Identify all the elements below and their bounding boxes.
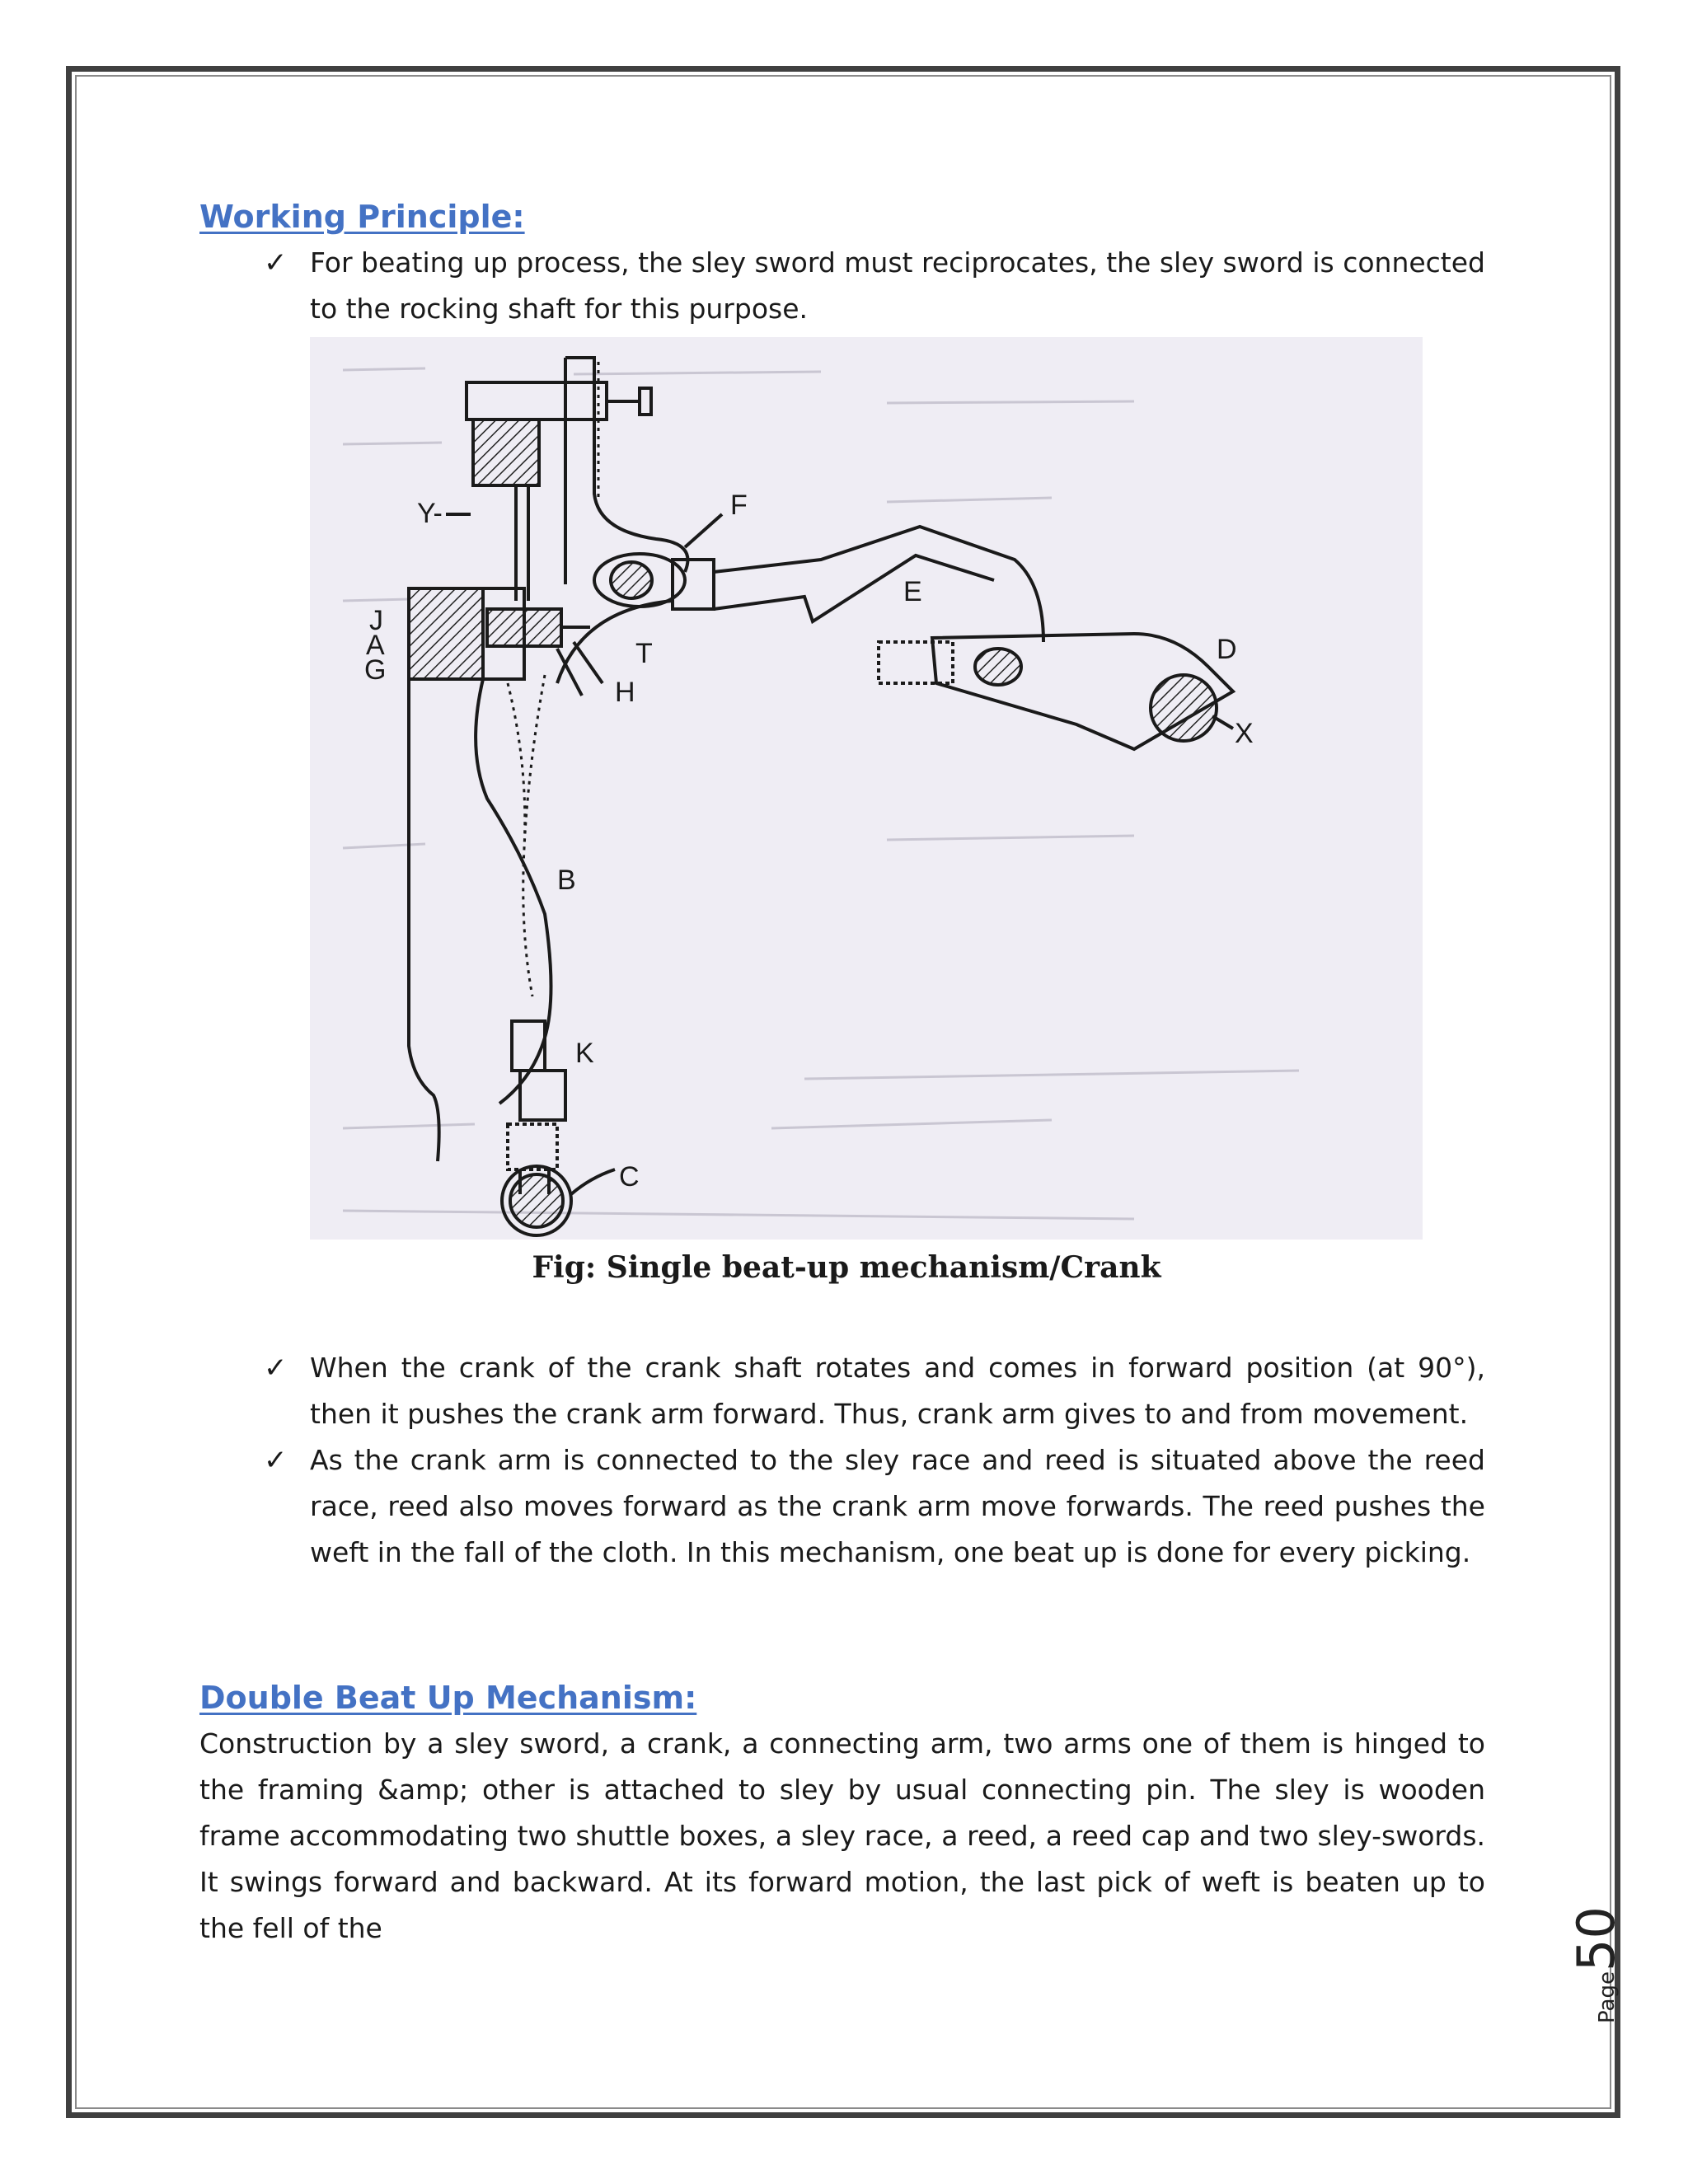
double-beat-up-paragraph: Construction by a sley sword, a crank, a connecting arm, two arms one of them is hinged to the framing &amp; other is attached to sley by usual connecting pin. The sley is wooden frame accommodating two shuttle boxes, a sley race, a reed, a reed cap and two sley-swords. It swings forward and backward. At its forward motion, the last pick of weft is beaten up to the fell of the (199, 1727, 1485, 1944)
checkmark-icon: ✓ (264, 1444, 288, 1477)
reed-cap-block (473, 419, 539, 485)
label-g: G (364, 654, 387, 686)
mechanism-drawing (409, 358, 1233, 1235)
list-item: ✓ For beating up process, the sley sword must reciprocates, the sley sword is connected to the rocking shaft for this purpose. (199, 240, 1485, 332)
list-item: ✓ As the crank arm is connected to the sley race and reed is situated above the reed race, reed also moves forward as the crank arm move forwards. The reed pushes the weft in the fall of the cloth. In this mechanism, one beat up is done for every picking. (199, 1437, 1485, 1576)
label-y: Y- (417, 498, 443, 529)
double-beat-up-heading: Double Beat Up Mechanism: (199, 1680, 697, 1716)
document-content (199, 194, 1485, 1952)
sley-block (409, 588, 483, 679)
label-a: A (366, 630, 385, 661)
page-number-value: 50 (1566, 1906, 1626, 1972)
mechanism-figure (310, 337, 1423, 1240)
label-d: D (1217, 634, 1237, 665)
crank-arm-pin (487, 609, 561, 646)
mechanism-explanation-list (199, 1345, 1485, 1576)
label-b: B (557, 865, 576, 896)
top-clamp (467, 382, 607, 419)
label-e: E (903, 576, 922, 607)
working-principle-heading: Working Principle: (199, 199, 525, 235)
label-f: F (730, 490, 748, 521)
label-c: C (619, 1161, 640, 1193)
checkmark-icon: ✓ (264, 1352, 288, 1385)
list-item: ✓ When the crank of the crank shaft rotates and comes in forward position (at 90°), then it pushes the crank arm forward. Thus, crank arm gives to and from movement. (199, 1345, 1485, 1437)
label-k: K (575, 1038, 594, 1069)
figure-caption: Fig: Single beat-up mechanism/Crank (532, 1250, 1161, 1285)
label-x: X (1235, 718, 1254, 749)
page-number (1566, 1906, 1626, 2023)
diagram-labels (364, 490, 1254, 1193)
label-t: T (635, 638, 653, 669)
working-principle-list (199, 240, 1485, 332)
checkmark-icon: ✓ (264, 246, 288, 279)
beat-up-mechanism-diagram (310, 337, 1423, 1240)
label-h: H (615, 677, 635, 708)
page-number-prefix: Page (1595, 1971, 1620, 2023)
label-j: J (369, 605, 383, 636)
